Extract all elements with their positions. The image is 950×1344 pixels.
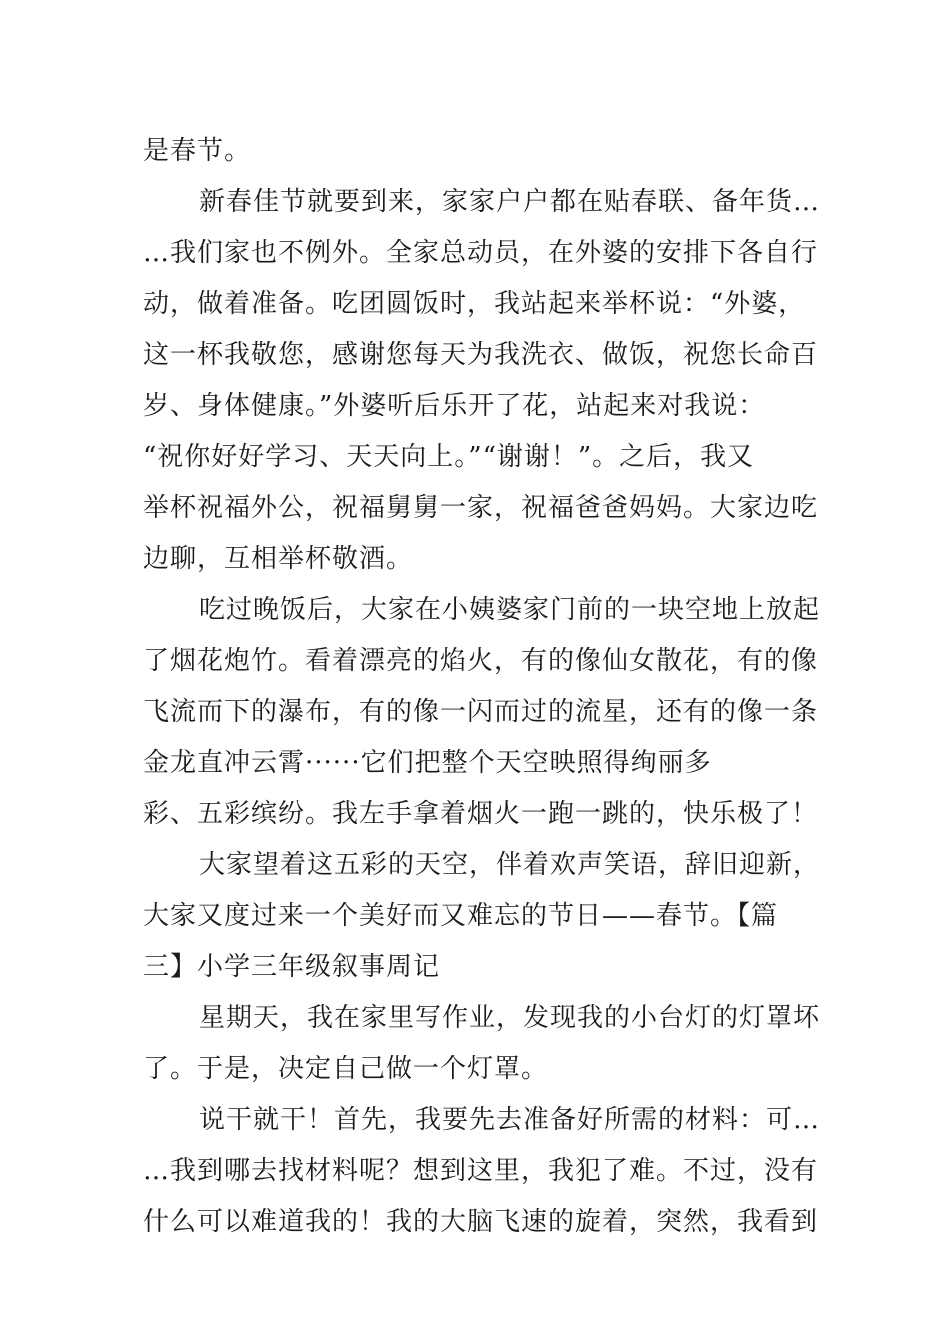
text-line: 新春佳节就要到来，家家户户都在贴春联、备年货… [199, 187, 821, 217]
text-line: 岁、身体健康。”外婆听后乐开了花，站起来对我说： [143, 391, 766, 421]
text-line: 说干就干！首先，我要先去准备好所需的材料：可… [199, 1105, 821, 1135]
text-line: 星期天，我在家里写作业，发现我的小台灯的灯罩坏 [199, 1003, 821, 1033]
text-line: 了。于是，决定自己做一个灯罩。 [143, 1054, 549, 1084]
text-line: 什么可以难道我的！我的大脑飞速的旋着，突然，我看到 [143, 1207, 819, 1237]
text-line: 彩、五彩缤纷。我左手拿着烟火一跑一跳的，快乐极了！ [143, 799, 819, 829]
text-line: 动，做着准备。吃团圆饭时，我站起来举杯说：“外婆， [143, 289, 806, 319]
text-line: …我们家也不例外。全家总动员，在外婆的安排下各自行 [143, 238, 819, 268]
text-line: 大家又度过来一个美好而又难忘的节日——春节。【篇 [143, 901, 779, 931]
text-line: 三】小学三年级叙事周记 [143, 952, 441, 982]
text-line: 举杯祝福外公，祝福舅舅一家，祝福爸爸妈妈。大家边吃 [143, 493, 819, 523]
text-line: 这一杯我敬您，感谢您每天为我洗衣、做饭，祝您长命百 [143, 340, 819, 370]
text-line: 吃过晚饭后，大家在小姨婆家门前的一块空地上放起 [199, 595, 821, 625]
text-line: 飞流而下的瀑布，有的像一闪而过的流星，还有的像一条 [143, 697, 819, 727]
text-line: “祝你好好学习、天天向上。”“谢谢！”。之后，我又 [143, 442, 755, 472]
text-line: 是春节。 [143, 136, 252, 166]
text-line: 大家望着这五彩的天空，伴着欢声笑语，辞旧迎新， [199, 850, 821, 880]
text-line: 边聊，互相举杯敬酒。 [143, 544, 414, 574]
text-line: 金龙直冲云霄······它们把整个天空映照得绚丽多 [143, 748, 712, 778]
text-line: 了烟花炮竹。看着漂亮的焰火，有的像仙女散花，有的像 [143, 646, 819, 676]
body-text [143, 126, 821, 1248]
text-line: …我到哪去找材料呢？想到这里，我犯了难。不过，没有 [143, 1156, 819, 1186]
